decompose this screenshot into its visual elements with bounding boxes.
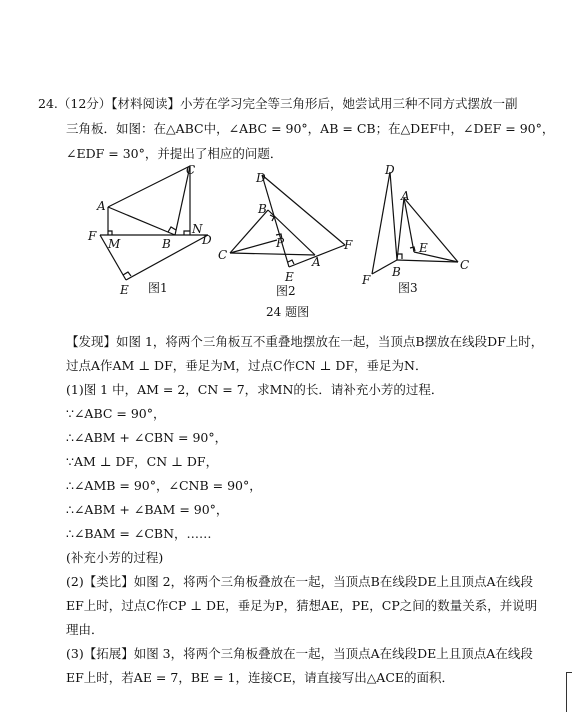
figure-2: [212, 165, 362, 300]
fig3-label-c: C: [460, 258, 470, 272]
fig1-label-c: C: [186, 163, 196, 177]
problem-intro-line-2: 三角板．如图：在△ABC中，∠ABC = 90°，AB = CB；在△DEF中，∠DEF = 90°，: [66, 121, 555, 136]
fig2-label-d: D: [256, 171, 266, 185]
fig2-edge-cp: [230, 240, 277, 253]
fig3-edge-ae: [404, 198, 414, 252]
figure-group-caption: 24 题图: [266, 305, 310, 319]
figure-1: [80, 160, 230, 300]
analogy-line-3: 理由．: [66, 622, 104, 637]
proof-step-3: ∵AM ⊥ DF，CN ⊥ DF，: [66, 454, 219, 469]
extend-line-1: (3)【拓展】如图 3，将两个三角板叠放在一起，当顶点A在线段DE上且顶点A在线段: [66, 646, 533, 661]
fig3-label-b: B: [392, 265, 401, 279]
fig1-edge-ac: [108, 166, 190, 207]
fig3-label-a: A: [401, 189, 410, 203]
discover-line-1: 【发现】如图 1，将两个三角板互不重叠地摆放在一起，当顶点B摆放在线段DF上时，: [66, 334, 544, 349]
proof-step-5: ∴∠ABM + ∠BAM = 90°，: [66, 502, 229, 517]
fig1-label-b: B: [162, 237, 171, 251]
fig1-label-n: N: [192, 222, 203, 236]
fig2-edge-df: [262, 175, 345, 245]
fig3-label-e: E: [419, 241, 428, 255]
fig1-label-d: D: [202, 233, 212, 247]
fig2-right-angle-e: [288, 260, 294, 264]
fig3-caption: 图3: [398, 281, 418, 295]
fig1-label-e: E: [120, 283, 129, 297]
fig1-edge-ab: [108, 207, 175, 235]
fig3-right-angle-e: [410, 247, 415, 251]
fig2-edge-bc: [230, 210, 268, 253]
proof-step-6: ∴∠BAM = ∠CBN，……: [66, 526, 212, 541]
proof-step-1: ∵∠ABC = 90°，: [66, 406, 166, 421]
fig2-label-f: F: [344, 238, 353, 252]
fig1-right-angle-b: [168, 227, 176, 232]
page-corner-mark: [566, 672, 567, 712]
fig2-label-p: P: [276, 236, 285, 250]
fig1-caption: 图1: [148, 281, 168, 295]
fig2-label-c: C: [218, 248, 228, 262]
fig3-edge-de: [390, 172, 397, 260]
fig2-label-a: A: [312, 255, 321, 269]
fig3-label-f: F: [362, 273, 371, 287]
figure-3: [358, 160, 483, 300]
problem-intro-line-1: 24.（12分）【材料阅读】小芳在学习完全等三角形后，她尝试用三种不同方式摆放一副: [38, 96, 518, 111]
fig2-caption: 图2: [276, 284, 296, 298]
analogy-line-2: EF上时，过点C作CP ⊥ DE，垂足为P，猜想AE，PE，CP之间的数量关系，并说明: [66, 598, 538, 613]
proof-step-4: ∴∠AMB = 90°，∠CNB = 90°，: [66, 478, 262, 493]
fig3-label-d: D: [385, 163, 395, 177]
fig1-label-a: A: [97, 199, 106, 213]
fig2-label-e: E: [285, 270, 294, 284]
fig2-edge-ca: [230, 253, 315, 255]
fig3-edge-ab: [397, 198, 404, 260]
fig2-label-b: B: [258, 202, 267, 216]
fig1-label-m: M: [108, 237, 121, 251]
proof-step-2: ∴∠ABM + ∠CBN = 90°，: [66, 430, 228, 445]
discover-line-2: 过点A作AM ⊥ DF，垂足为M，过点C作CN ⊥ DF，垂足为N．: [66, 358, 428, 373]
fig1-right-angle-e: [123, 272, 131, 276]
fig3-edge-ac: [404, 198, 458, 262]
fig1-right-angle-n: [184, 231, 190, 235]
extend-line-2: EF上时，若AE = 7，BE = 1，连接CE，请直接写出△ACE的面积．: [66, 670, 455, 685]
supplement-note: (补充小芳的过程): [66, 550, 164, 565]
fig3-right-angle-b: [398, 254, 402, 259]
question-1: (1)图 1 中，AM = 2，CN = 7，求MN的长．请补充小芳的过程．: [66, 382, 444, 397]
analogy-line-1: (2)【类比】如图 2，将两个三角板叠放在一起，当顶点B在线段DE上且顶点A在线段: [66, 574, 533, 589]
fig2-edge-de: [262, 175, 289, 267]
problem-intro-line-3: ∠EDF = 30°，并提出了相应的问题．: [66, 146, 283, 161]
fig1-label-f: F: [88, 229, 97, 243]
fig3-edge-df: [372, 172, 390, 274]
page-corner-mark-top: [566, 672, 572, 673]
